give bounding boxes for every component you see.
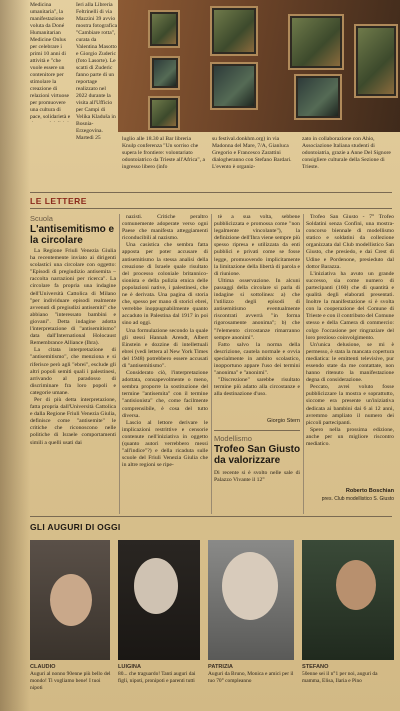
section-divider: [30, 516, 392, 517]
letter2-headline: Trofeo San Giusto da valorizzare: [214, 444, 301, 466]
paragraph: Per di più detta interpretazione, fatta propria dall'Università Cattolica e dalla Regione Friuli Venezia Giulia, definisce come "antisemite" le critiche che riconoscono nelle politiche di Israele comportamenti simili a quelli usati dai: [30, 396, 116, 446]
letter1-signature: Giorgio Stern: [267, 418, 300, 424]
top-article-col2: Ieri alla Libreria Feltrinelli di via Mazzini 39 avvio mostra fotografica "Cambiare rotta", curata da Valentina Masotto e Giorgio Zuderic (foto Lasorte). Le scatti di Zuderic fanno parte di un reportage realizzato nel 2022 durante la visita all'Ufficio per Campi di Velika Kladuša in Bosnia-Erzegovina. Martedì 25: [76, 2, 118, 141]
greeting-photo-stefano: [302, 540, 394, 660]
paragraph: Ultima osservazione. In alcuni passaggi della circolare si parla di indagine si sottolinea: a) che l'utilizzo degli episodi di antisemitismo eventualmente riscontrati avverrà "in forma rigorosamente anonima"; b) che "l'elemento circostanze rimarranno sempre anonimi".: [214, 277, 300, 341]
letter1-kicker: Scuola: [30, 214, 53, 223]
top-article: [0, 0, 400, 190]
paragraph: Un'unica delusione, se mi è permesso, è stata la mancata copertura mediatica: le emittenti televisive, pur essendo state da me contattate, non hanno ritenuto la manifestazione degna di considerazione.: [306, 341, 394, 384]
letter2-signature: Roberto Boschian: [345, 488, 394, 494]
column-divider: [119, 214, 120, 514]
photo-frame: [294, 74, 342, 120]
letter1-col3: [214, 214, 300, 414]
section-label: LE LETTERE: [30, 196, 87, 206]
greeting-text: Auguri al nonno 90enne più bello del mondo! Ti vogliamo bene! I tuoi nipoti: [30, 671, 111, 691]
letter2-kicker: Modellismo: [214, 434, 252, 443]
greeting-text: Auguri da Bruno, Monica e amici per il tuo 70° compleanno: [208, 671, 294, 684]
greeting-name: CLAUDIO: [30, 664, 56, 670]
paragraph: La Regione Friuli Venezia Giulia ha recentemente inviato ai dirigenti scolastici una circolare con oggetto: "Episodi di pregiudizio antisemita – raccolta narrazioni per ricerca". La circolare fa propria una indagine dell'Università Cattolica di Milano "per individuare episodi realmente avvenuti di pregiudizi antisemiti" che abbiano "interessato bambini e giovani". Detta indagine adotta l'interpretazione di "antisemitismo" data dall'International Holocaust Remembrance Alliance (Ihra).: [30, 248, 116, 347]
greeting-text: 80... che traguardo! Tanti auguri dai figli, nipoti, pronipoti e parenti tutti: [118, 671, 196, 684]
paragraph: Una casistica che sembra fatta apposta per poter accusare di antisemitismo la stessa analisi della creazione di Israele quale risultato del processo coloniale britannico-sionista e della pulizia etnica delle popolazioni native, i palestinesi, che ne è derivata. Una pagina di storia che, spesso per mano di storici ebrei, verrebbe inoppugnabilmente quanto accaduto in Palestina dal 1917 in poi sino ad oggi.: [122, 242, 208, 327]
top-article-col1: Medicina umanitaria", la manifestazione voluta da Doné Humanitarian Medicine Onlus per celebrare i primi 10 anni di attività e "che vuole essere un contenitore per stimolare la creazione di relazioni virtuose per promuovere una cultura di pace, solidarietà e: [30, 2, 71, 120]
face: [50, 574, 92, 626]
paragraph: Spero nella prossima edizione, anche per un migliore riscontro mediatico.: [306, 426, 394, 447]
paragraph: Fatto salvo la norma della descrizione, cautela normale e ovvia specialmente in ambito scolastico, inopportuno appare l'uso dei termini "anonima" e "anonimi".: [214, 341, 300, 377]
greeting-photo-patrizia: [208, 540, 294, 660]
photo-frame: [148, 10, 180, 48]
greeting-photo-luigina: [118, 540, 200, 660]
letter2-col: [306, 214, 394, 484]
greeting-text: 50enne sei il n°1 per noi, auguri da mamma, Elisa, Ilaria e Pino: [302, 671, 378, 684]
greeting-name: STEFANO: [302, 664, 329, 670]
photo-frame: [210, 6, 258, 56]
letter2-lead: Di recente si è svolto nelle sale di Palazzo Vivante il 12°: [214, 470, 300, 484]
greeting-name: PATRIZIA: [208, 664, 233, 670]
photo-caption-3: zato in collaborazione con Ahio, Associazione Italiana studenti di odontoiatria, grazie a Anne Del Signore consigliere culturale della Sezione di Trieste.: [302, 136, 391, 170]
photo-caption-2: su festival.donkhm.org) in via Madonna del Mare, 7/A, Gianluca Gregorio e Francesco Zarattini dialogheranno con Stefano Bardari. L'evento è organiz-: [212, 136, 292, 170]
face: [134, 558, 178, 614]
photo-frame: [354, 24, 398, 98]
letter1-col1: [30, 248, 116, 516]
paragraph: nazisti. Critiche peraltro comunemente adoperate verso ogni Paese che manifesta atteggiamenti riconducibili al nazismo.: [122, 214, 208, 242]
letter1-headline: L'antisemitismo e la circolare: [30, 224, 115, 246]
page-fold-shadow: [0, 0, 30, 711]
article-photo: [118, 0, 400, 132]
section-divider: [30, 208, 392, 209]
paragraph: Lascio al lettore derivare le implicazioni restrittive e censorie contenute nell'iniziativa in oggetto (quanto autori verrebbero messi "all'indice"?) e della ricaduta sulle scuole del Friuli Venezia Giulia che in altre regioni se ripe-: [122, 419, 208, 469]
photo-frame: [148, 96, 180, 130]
photo-caption-1: luglio alle 18.30 al Bar libreria Knulp conferenza "Un sorriso che supera le frontiere: volontariato odontoiatrico da Trieste all'Africa", a ingresso libero (info: [122, 136, 205, 170]
paragraph: "Discrezione" sarebbe risultato termine più adatto alla circostanze e alla destinazione d'uso.: [214, 377, 300, 398]
face: [336, 560, 376, 610]
paragraph: Considerato ciò, l'interpretazione adottata, consapevolmente o meno, sembra proporre la sostituzione del termine "antisemita" con il termine "antisionista" che, come facilmente comprensibile, è cosa del tutto diversa.: [122, 370, 208, 419]
paragraph: Trofeo San Giusto - 7° Trofeo Soldatini senza Confini, una mostra-concorso biennale di modellismo statico e soldatini da collezione organizzata dal Club modellistico San Giusto, che presiedo, e dai Crest di Udine e Pordenone, presieduto dal dottor Barazza.: [306, 214, 394, 270]
section-divider: [30, 192, 392, 193]
paragraph: Una formulazione secondo la quale gli stessi Hannah Arendt, Albert Einstein e dozzine di intellettuali ebrei (vedi lettera al New York Times del 1948) potrebbero essere accusati di "antisemitismo".: [122, 327, 208, 369]
greeting-name: LUIGINA: [118, 664, 141, 670]
photo-frame: [150, 56, 180, 90]
paragraph: La citata interpretazione di "antisemitismo", che menziona e si riferisce però agli "ebrei", esclude gli altri popoli semiti quali i palestinesi, arrivando al paradosso di discriminare fra loro popoli e categorie umane.: [30, 347, 116, 396]
letter1-col2: [122, 214, 208, 516]
photo-frame: [288, 14, 344, 70]
paragraph: Peccato, avrei voluto fosse pubblicizzare la mostra e soprattutto, siccome era presente un'iniziativa dedicata ai bambini dai 6 ai 12 anni, avremmo ampliato il numero dei piccoli partecipanti.: [306, 384, 394, 426]
greetings-title: GLI AUGURI DI OGGI: [30, 522, 121, 532]
face: [222, 552, 278, 620]
letter2-signature-role: pres. Club modellistico S. Giusto: [321, 496, 394, 502]
column-divider: [303, 214, 304, 514]
paragraph: tè a sua volta, sebbene pubblicizzata e promossa come "non legalmente vincolante"), la definizione dell'Ihra viene sempre più spesso ripresa e utilizzata da enti pubblici e privati come se fosse legge, promuovendo implicitamente la limitazione della libertà di parola e di riunione.: [214, 214, 300, 277]
greeting-photo-claudio: [30, 540, 110, 660]
column-divider: [211, 214, 212, 514]
paragraph: L'iniziativa ha avuto un grande successo, sia come numero di partecipanti (160) che di quantità e qualità degli elaborati presentati. Inoltre la manifestazione si è svolta con la cooperazione del Comune di Trieste e con il contributo del Comune stesso e della Camera di commercio: colgo l'occasione per ringraziare del loro prezioso coinvolgimento.: [306, 270, 394, 341]
article-divider: [214, 430, 300, 431]
photo-frame: [210, 62, 258, 110]
